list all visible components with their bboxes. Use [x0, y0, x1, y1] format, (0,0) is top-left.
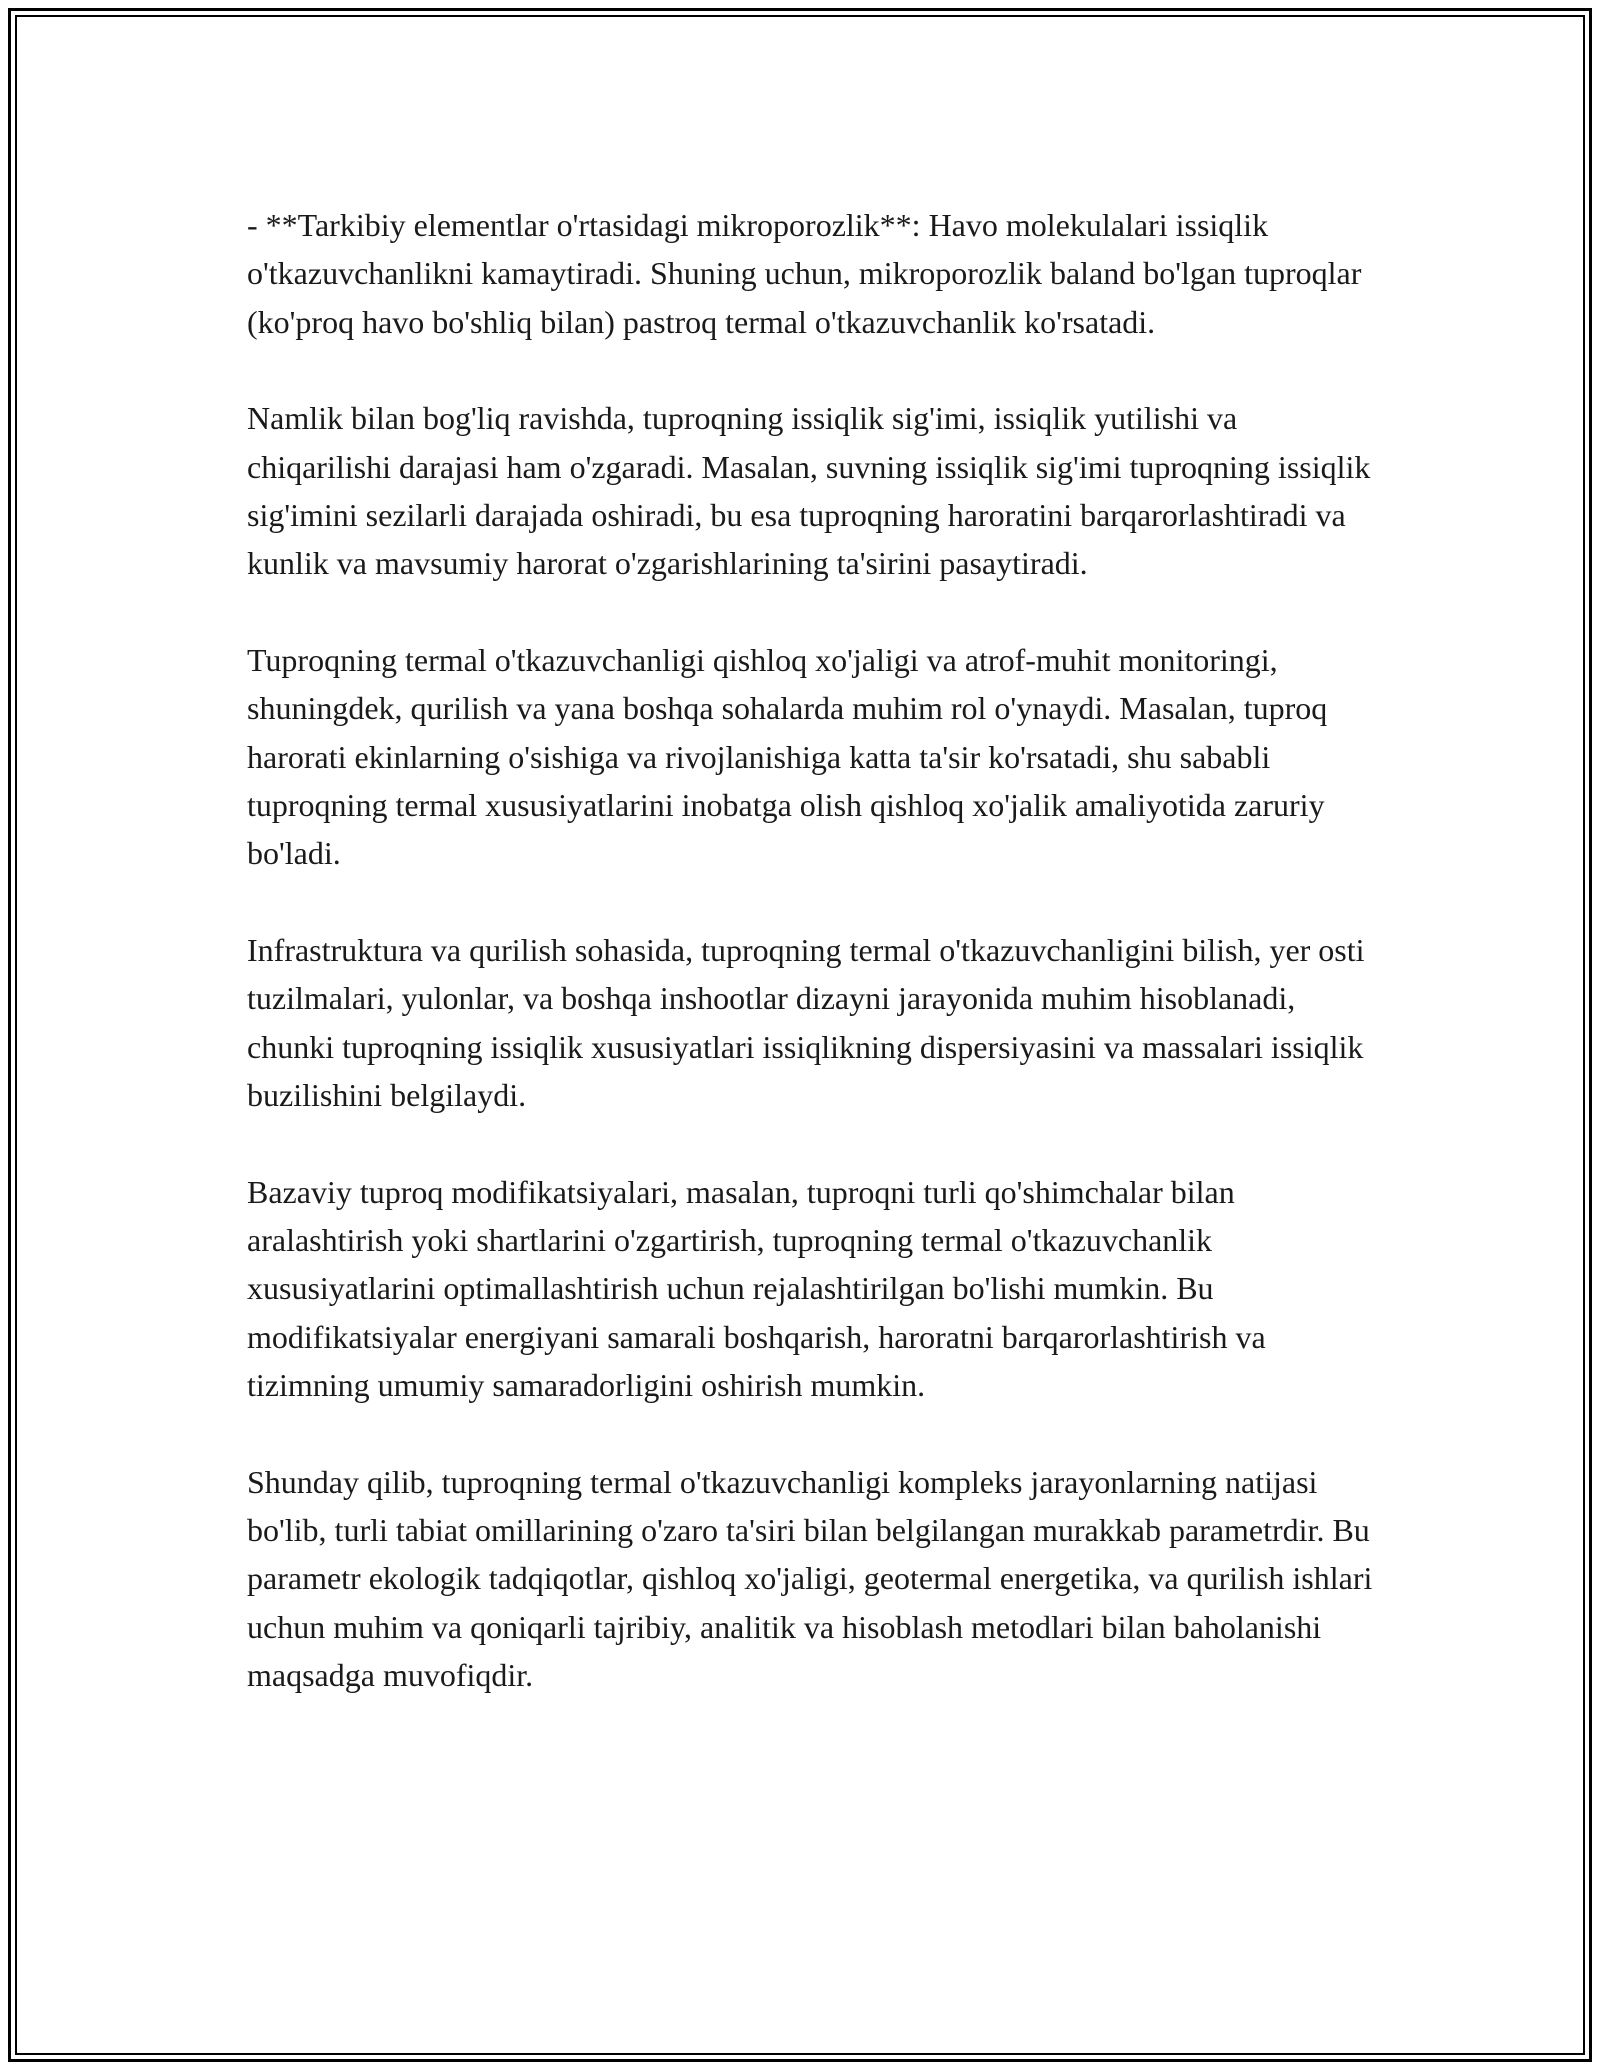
page-border	[8, 8, 1592, 2062]
paragraph-conclusion: Shunday qilib, tuproqning termal o'tkazuvchanligi kompleks jarayonlarning natijasi bo'lib, turli tabiat omillarining o'zaro ta'siri bilan belgilangan murakkab parametrdir. Bu parametr ekologik tadqiqotlar, qishloq xo'jaligi, geotermal energetika, va qurilish ishlari uchun muhim va qoniqarli tajribiy, analitik va hisoblash metodlari bilan baholanishi maqsadga muvofiqdir.	[247, 1463, 1373, 1694]
document-body	[247, 201, 1377, 1748]
paragraph-soil-modifications: Bazaviy tuproq modifikatsiyalari, masalan, tuproqni turli qo'shimchalar bilan aralashtirish yoki shartlarini o'zgartirish, tuproqning termal o'tkazuvchanlik xususiyatlarini optimallashtirish uchun rejalashtirilgan bo'lishi mumkin. Bu modifikatsiyalar energiyani samarali boshqarish, haroratni barqarorlashtirish va tizimning umumiy samaradorligini oshirish mumkin.	[247, 1173, 1266, 1404]
paragraph-moisture-heat-capacity: Namlik bilan bog'liq ravishda, tuproqning issiqlik sig'imi, issiqlik yutilishi va chiqarilishi darajasi ham o'zgaradi. Masalan, suvning issiqlik sig'imi tuproqning issiqlik sig'imini sezilarli darajada oshiradi, bu esa tuproqning haroratini barqarorlashtiradi va kunlik va mavsumiy harorat o'zgarishlarining ta'sirini pasaytiradi.	[247, 400, 1371, 582]
paragraph-agriculture-role: Tuproqning termal o'tkazuvchanligi qishloq xo'jaligi va atrof-muhit monitoringi, shuningdek, qurilish va yana boshqa sohalarda muhim rol o'ynaydi. Masalan, tuproq harorati ekinlarning o'sishiga va rivojlanishiga katta ta'sir ko'rsatadi, shu sababli tuproqning termal xususiyatlarini inobatga olish qishloq xo'jalik amaliyotida zaruriy bo'ladi.	[247, 641, 1328, 872]
paragraph-infrastructure: Infrastruktura va qurilish sohasida, tuproqning termal o'tkazuvchanligini bilish, yer osti tuzilmalari, yulonlar, va boshqa inshootlar dizayni jarayonida muhim hisoblanadi, chunki tuproqning issiqlik xususiyatlari issiqlikning dispersiyasini va massalari issiqlik buzilishini belgilaydi.	[247, 931, 1365, 1114]
paragraph-microporosity: - **Tarkibiy elementlar o'rtasidagi mikroporozlik**: Havo molekulalari issiqlik o'tkazuvchanlikni kamaytiradi. Shuning uchun, mikroporozlik baland bo'lgan tuproqlar (ko'proq havo bo'shliq bilan) pastroq termal o'tkazuvchanlik ko'rsatadi.	[247, 207, 1362, 340]
